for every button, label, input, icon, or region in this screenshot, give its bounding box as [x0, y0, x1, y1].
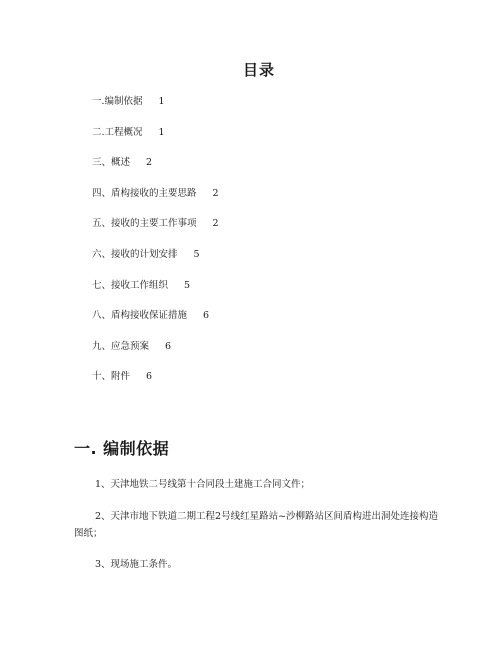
- toc-entry-label: 接收工作组织: [111, 279, 169, 291]
- toc-entry-number: 十、: [92, 371, 112, 383]
- toc-entry-label: 编制依据: [104, 96, 143, 107]
- toc-entry-number: 七、: [92, 279, 112, 291]
- toc-entry[interactable]: [92, 218, 219, 249]
- body-paragraph: 2、天津市地下铁道二期工程2号线红星路站~沙柳路站区间盾构进出洞处连接构造图纸；: [74, 511, 439, 539]
- toc-entry-label: 接收的计划安排: [111, 248, 178, 260]
- toc-entry-label: 接收的主要工作事项: [111, 218, 197, 230]
- toc-entry-page: 6: [203, 310, 210, 322]
- toc-entry-number: 九、: [92, 340, 112, 352]
- toc-entry-label: 工程概况: [104, 126, 143, 138]
- toc-entry-page: 1: [158, 96, 165, 107]
- toc-entry-page: 2: [146, 157, 153, 169]
- toc-entry-page: 1: [158, 126, 165, 138]
- toc-entry-number: 四、: [92, 187, 112, 199]
- toc-entry-number: 八、: [92, 310, 112, 322]
- toc-entry[interactable]: [92, 371, 219, 402]
- toc-entry-number: 五、: [92, 218, 112, 230]
- toc-entry-page: 6: [165, 340, 172, 352]
- toc-entry[interactable]: [92, 310, 219, 341]
- toc-entry-page: 6: [146, 371, 153, 383]
- toc-entry-number: 三、: [92, 157, 112, 169]
- table-of-contents: [92, 96, 219, 402]
- toc-entry-label: 应急预案: [111, 340, 150, 352]
- toc-entry-number: 六、: [92, 248, 112, 260]
- toc-entry-label: 概述: [111, 157, 131, 169]
- toc-entry-page: 5: [184, 279, 191, 291]
- toc-title: 目录: [242, 61, 275, 79]
- toc-entry[interactable]: [92, 157, 219, 188]
- toc-entry[interactable]: [92, 188, 219, 219]
- toc-entry[interactable]: [92, 280, 219, 311]
- toc-entry[interactable]: [92, 249, 219, 280]
- toc-entry-page: 2: [212, 187, 219, 199]
- toc-entry-label: 盾构接收的主要思路: [111, 187, 197, 199]
- body-paragraph: 1、天津地铁二号线第十合同段土建施工合同文件；: [95, 479, 311, 490]
- toc-entry-page: 2: [212, 218, 219, 230]
- toc-entry[interactable]: [92, 341, 219, 372]
- toc-entry-number: 二.: [92, 126, 105, 138]
- toc-entry-number: 一.: [92, 96, 105, 107]
- toc-entry[interactable]: [92, 127, 219, 158]
- toc-entry-label: 附件: [111, 371, 131, 383]
- section-heading: 一. 编制依据: [74, 439, 170, 458]
- toc-entry-label: 盾构接收保证措施: [111, 310, 188, 322]
- body-paragraph: 3、现场施工条件。: [95, 559, 178, 570]
- toc-entry-page: 5: [193, 248, 200, 260]
- toc-entry[interactable]: [92, 96, 219, 127]
